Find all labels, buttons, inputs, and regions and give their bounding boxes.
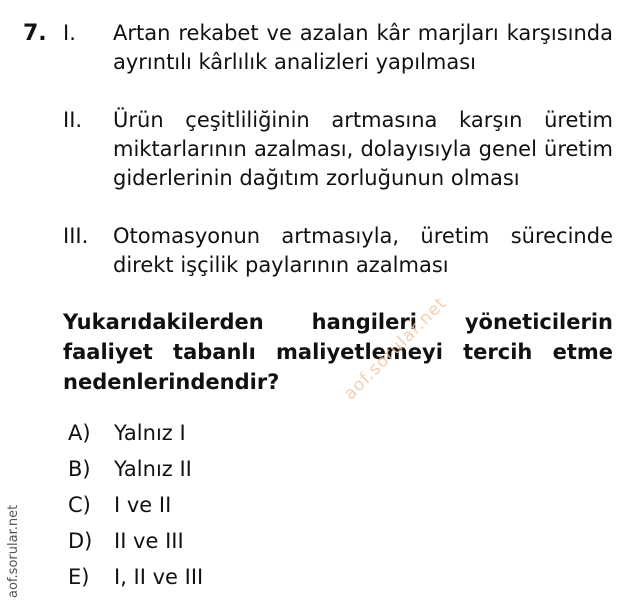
question-number: 7. xyxy=(23,21,47,46)
side-watermark: aof.sorular.net xyxy=(6,504,21,598)
statement-item-3 xyxy=(63,222,613,282)
statement-item-2 xyxy=(63,106,613,223)
answer-option-c[interactable] xyxy=(68,491,368,521)
option-text: I, II ve III xyxy=(114,565,204,589)
diagonal-watermark: aof.sorular.net xyxy=(340,293,451,405)
answer-option-e[interactable] xyxy=(68,563,368,593)
option-text: II ve III xyxy=(114,529,184,553)
option-letter: D) xyxy=(68,529,93,553)
question-stem: Yukarıdakilerden hangileri yöneticilerin faaliyet tabanlı maliyetlemeyi tercih etme nedenlerindendir? xyxy=(63,310,613,394)
option-letter: B) xyxy=(68,457,91,481)
answer-option-b[interactable] xyxy=(68,455,368,485)
option-text: I ve II xyxy=(114,493,172,517)
statement-numeral: II. xyxy=(63,108,83,132)
option-letter: E) xyxy=(68,565,90,589)
statement-text: Artan rekabet ve azalan kâr marjları karşısında ayrıntılı kârlılık analizleri yapılması xyxy=(113,21,613,74)
answer-option-d[interactable] xyxy=(68,527,368,557)
option-text: Yalnız II xyxy=(114,457,192,481)
statement-item-1 xyxy=(63,19,613,107)
option-letter: A) xyxy=(68,421,91,445)
statement-numeral: I. xyxy=(63,21,76,45)
option-text: Yalnız I xyxy=(114,421,186,445)
statement-numeral: III. xyxy=(63,224,89,248)
option-letter: C) xyxy=(68,493,91,517)
statement-text: Otomasyonun artmasıyla, üretim sürecinde direkt işçilik paylarının azalması xyxy=(113,224,613,277)
statement-text: Ürün çeşitliliğinin artmasına karşın üretim miktarlarının azalması, dolayısıyla genel üretim giderlerinin dağıtım zorluğunun olması xyxy=(113,108,613,190)
answer-option-a[interactable] xyxy=(68,419,368,449)
